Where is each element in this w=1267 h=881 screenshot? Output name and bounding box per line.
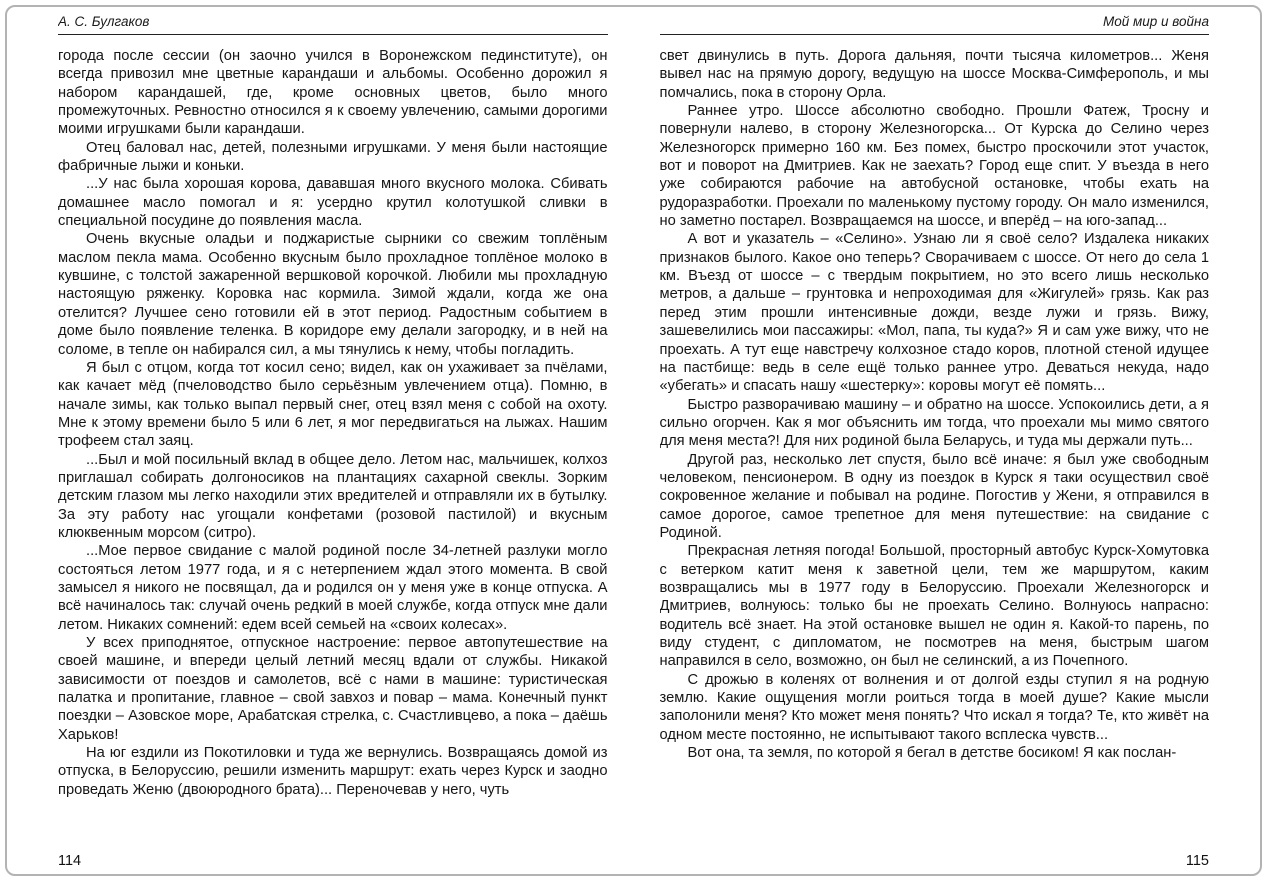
paragraph: города после сессии (он заочно учился в Воронежском пединституте), он всегда привозил мне цветные карандаши и альбомы. Особенно дорожил я набором карандашей, где, кроме основных цветов, было много промежуточных. Ревностно относился я к своему увлечению, самыми дорогими моими игрушками были карандаши. (58, 48, 608, 138)
paragraph: ...У нас была хорошая корова, дававшая много вкусного молока. Сбивать домашнее масло помогал и я: усердно крутил колотушкой сливки в специальной посудине до появления масла. (58, 176, 608, 230)
paragraph: Прекрасная летняя погода! Большой, просторный автобус Курск-Хомутовка с ветерком катит меня к заветной цели, тем же маршрутом, каким возвращались мы в 1977 году в Белоруссию. Проехали Железногорск и Дмитриев, волнуюсь: только бы не проехать Селино. Волнуюсь напрасно: водитель всё знает. На этой остановке вышел не один я. Какой-то парень, по виду студент, с дипломатом, не посмотрев на меня, быстрым шагом направился в село, возможно, он был не селинский, а из Почепного. (659, 543, 1209, 670)
author-name: А. С. Булгаков (58, 14, 150, 29)
paragraph: Раннее утро. Шоссе абсолютно свободно. Прошли Фатеж, Тросну и повернули налево, в сторону Железногорска... От Курска до Селино через Железногорск примерно 160 км. Без помех, быстро проскочили этот участок, вот и поворот на Дмитриев. Как не заехать? Город еще спит. У въезда в него уже собираются рабочие на автобусной остановке, чтобы ехать на рудоразработки. Проехали по маленькому пустому городу. Он мало изменился, но заметно постарел. Возвращаемся на шоссе, и вперёд – на юго-запад... (659, 103, 1209, 230)
book-spread (58, 14, 1209, 869)
paragraph: С дрожью в коленях от волнения и от долгой езды ступил я на родную землю. Какие ощущения могли роиться тогда в моей душе? Какие мысли заполонили меня? Кто может меня понять? Что искал я тогда? Те, кто живёт на одном месте постоянно, не испытывают такого всплеска чувств... (659, 671, 1209, 743)
right-page-text (660, 47, 1210, 841)
paragraph: Отец баловал нас, детей, полезными игрушками. У меня были настоящие фабричные лыжи и коньки. (58, 139, 608, 175)
paragraph: Я был с отцом, когда тот косил сено; видел, как он ухаживает за пчёлами, как качает мёд (пчеловодство было серьёзным увлечением отца). Помню, в начале зимы, как только выпал первый снег, отец взял меня с собой на охоту. Мне к этому времени было 5 или 6 лет, я мог передвигаться на лыжах. Нашим трофеем стал заяц. (58, 359, 608, 450)
paragraph: ...Мое первое свидание с малой родиной после 34-летней разлуки могло состояться летом 1977 года, и я с нетерпением ждал этого момента. В свой замысел я никого не посвящал, да и родился он у меня уже в конце отпуска. А всё начиналось так: случай очень редкий в моей службе, когда отпуск мне дали летом. Никаких сомнений: едем всей семьей на «своих колесах». (58, 543, 608, 633)
paragraph: Другой раз, несколько лет спустя, было всё иначе: я был уже свободным человеком, пенсионером. В одну из поездок в Курск я таки осуществил своё сокровенное желание и побывал на родине. Погостив у Жени, я отправился в самое дорогое, самое трепетное для меня путешествие: на свидание с Родиной. (659, 451, 1209, 541)
left-page-number: 114 (58, 853, 82, 869)
running-header-author (58, 14, 608, 35)
right-page (660, 14, 1210, 869)
right-page-number: 115 (1185, 853, 1209, 869)
paragraph: ...Был и мой посильный вклад в общее дело. Летом нас, мальчишек, колхоз приглашал собирать долгоносиков на плантациях сахарной свеклы. Зорким детским глазом мы легко находили этих вредителей и отправляли их в бутылку. За эту работу нас угощали конфетами (розовой пастилой) и вкусным клюквенным морсом (ситро). (58, 451, 608, 541)
paragraph: У всех приподнятое, отпускное настроение: первое автопутешествие на своей машине, и впереди целый летний месяц вдали от службы. Никакой зависимости от поездов и самолетов, всё с нами в машине: туристическая палатка и пропитание, главное – свой завхоз и повар – мама. Конечный пункт поездки – Азовское море, Арабатская стрелка, с. Счастливцево, а пока – даёшь Харьков! (58, 635, 608, 743)
running-header-title (660, 14, 1210, 35)
paragraph: свет двинулись в путь. Дорога дальняя, почти тысяча километров... Женя вывел нас на прямую дорогу, ведущую на шоссе Москва-Симферополь, и мы помчались, пока в сторону Орла. (659, 48, 1209, 101)
book-title: Мой мир и война (1103, 14, 1209, 29)
left-page-text (58, 47, 608, 841)
paragraph: На юг ездили из Покотиловки и туда же вернулись. Возвращаясь домой из отпуска, в Белоруссию, решили изменить маршрут: ехать через Курск и заодно проведать Женю (двоюродного брата)... Переночевав у него, чуть (58, 745, 608, 798)
left-page (58, 14, 608, 869)
paragraph: Очень вкусные оладьи и поджаристые сырники со свежим топлёным маслом пекла мама. Особенно вкусным было прохладное топлёное молоко в кувшине, с толстой зажаренной вершковой корочкой. Любили мы прохладную настоящую ряженку. Коровка нас кормила. Зимой ждали, когда же она отелится? Лучшее сено готовили ей в этот период. Радостным событием в доме было появление теленка. В коридоре ему делали загородку, и в ней на соломе, в тепле он набирался сил, а мы тянулись к нему, чтобы погладить. (58, 231, 608, 358)
paragraph: А вот и указатель – «Селино». Узнаю ли я своё село? Издалека никаких признаков былого. Какое оно теперь? Сворачиваем с шоссе. От него до села 1 км. Въезд от шоссе – с твердым покрытием, но это всего лишь несколько метров, а дальше – грунтовка и непроходимая для «Жигулей» грязь. Как раз перед этим прошли интенсивные дожди, везде лужи и грязь. Вижу, зашевелились мои пассажиры: «Мол, папа, ты куда?» Я и сам уже вижу, что не проехать. А тут еще навстречу колхозное стадо коров, плотной стеной идущее на пастбище: ведь в селе ещё только раннее утро. Деваться некуда, надо «убегать» и спасать нашу «шестерку»: коровы могут её помять... (659, 231, 1209, 395)
paragraph: Вот она, та земля, по которой я бегал в детстве босиком! Я как послан- (687, 745, 1177, 762)
paragraph: Быстро разворачиваю машину – и обратно на шоссе. Успокоились дети, а я сильно огорчен. Как я мог объяснить им тогда, что проехали мы мимо святого для меня места?! Для них родиной была Беларусь, и туда мы держали путь... (659, 396, 1209, 450)
